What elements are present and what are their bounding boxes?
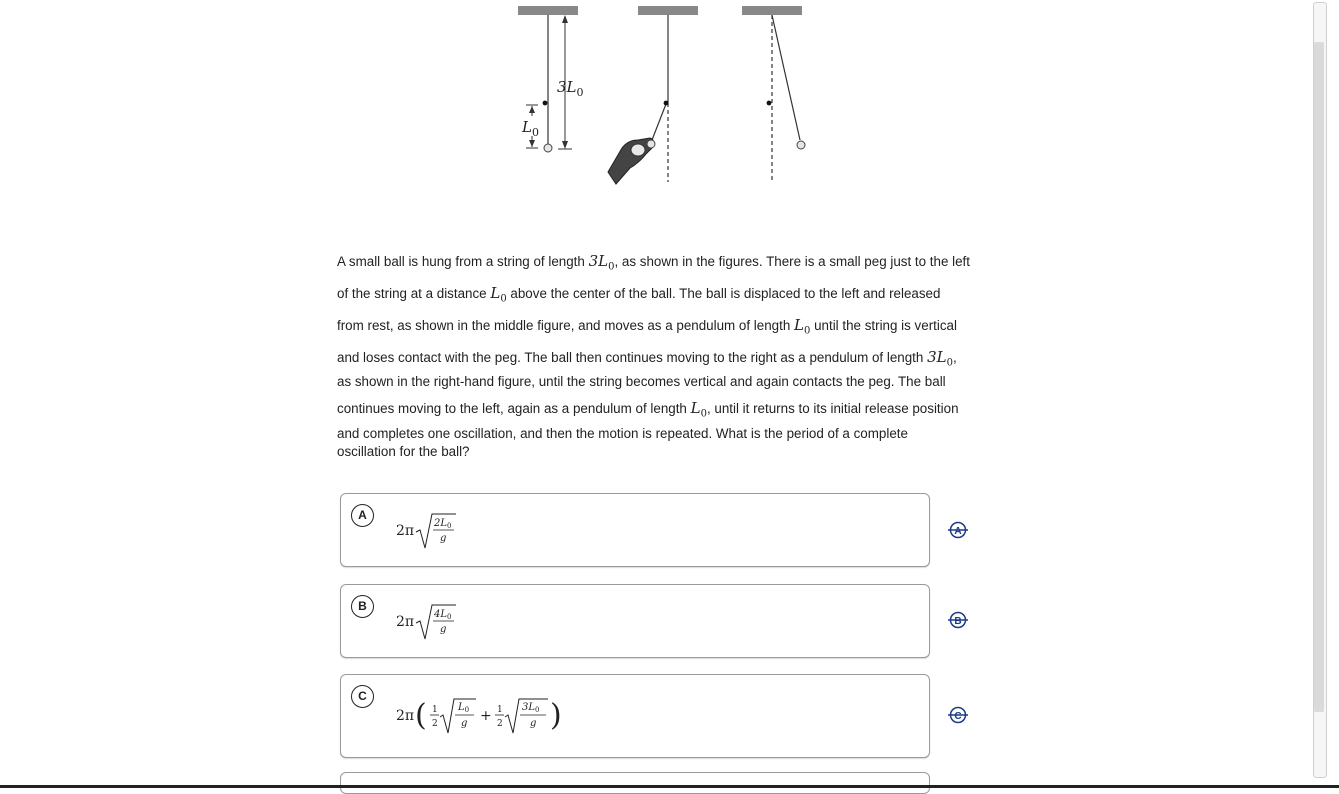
question-line-4: and loses contact with the peg. The ball then continues moving to the right as a pendulum of length $3L_0$, [337, 348, 957, 369]
choice-a-expression [396, 510, 516, 554]
pendulum-figure [500, 0, 830, 200]
choice-letter-a: A [351, 504, 374, 527]
eliminate-c-button[interactable] [947, 704, 969, 726]
eliminate-b-button[interactable] [947, 609, 969, 631]
question-line-1: A small ball is hung from a string of length $3L_0$, as shown in the figures. There is a small peg just to the left [337, 252, 971, 273]
svg-text:2π: 2π [396, 708, 415, 724]
svg-text:g: g [440, 533, 447, 544]
label-3L0: $3L_0$ [557, 78, 584, 99]
ball-2 [647, 140, 655, 148]
ceiling-bar-2 [638, 6, 698, 15]
choice-c-expression [396, 693, 586, 743]
ceiling-bar-3 [742, 6, 802, 15]
svg-text:1: 1 [497, 705, 503, 715]
answer-choice-a[interactable] [340, 493, 930, 567]
svg-text:(: ( [415, 698, 427, 733]
peg-3 [767, 101, 772, 106]
eliminate-a-button[interactable] [947, 519, 969, 541]
svg-text:g: g [440, 624, 447, 635]
ball-3 [797, 141, 805, 149]
choice-b-expression [396, 601, 516, 645]
peg-2 [664, 101, 669, 106]
question-line-5: as shown in the right-hand figure, until the string becomes vertical and again contacts the peg. The ball [337, 374, 946, 389]
svg-text:2π: 2π [396, 614, 415, 630]
svg-text:): ) [550, 698, 562, 733]
svg-text:2L0: $2L_0$ [434, 518, 452, 530]
string-3 [772, 15, 800, 140]
svg-text:L0: $L_0$ [458, 702, 470, 714]
svg-text:1: 1 [432, 705, 438, 715]
answer-choice-d-partial[interactable] [340, 772, 930, 794]
svg-text:C: C [954, 711, 962, 722]
choice-letter-b: B [351, 595, 374, 618]
svg-text:2: 2 [497, 719, 503, 729]
question-line-2: of the string at a distance $L_0$ above the center of the ball. The ball is displaced to the left and released [337, 284, 941, 305]
choice-letter-c: C [351, 685, 374, 708]
scrollbar-thumb[interactable] [1314, 42, 1324, 712]
ball-1 [544, 144, 552, 152]
svg-text:4L0: $4L_0$ [434, 609, 452, 621]
svg-text:g: g [530, 718, 537, 729]
question-line-8: oscillation for the ball? [337, 444, 470, 459]
answer-choice-b[interactable] [340, 584, 930, 658]
question-line-3: from rest, as shown in the middle figure, and moves as a pendulum of length $L_0$ until the string is vertical [337, 316, 957, 337]
svg-text:+: + [480, 708, 492, 724]
svg-text:B: B [954, 616, 962, 627]
svg-text:A: A [954, 526, 962, 537]
question-line-7: and completes one oscillation, and then the motion is repeated. What is the period of a complete [337, 426, 908, 441]
peg-1 [543, 101, 548, 106]
ceiling-bar-1 [518, 6, 578, 15]
svg-text:2π: 2π [396, 523, 415, 539]
svg-text:3L0: $3L_0$ [522, 702, 540, 714]
svg-text:g: g [461, 718, 468, 729]
svg-text:2: 2 [432, 719, 438, 729]
question-line-6: continues moving to the left, again as a pendulum of length $L_0$, until it returns to its initial release position [337, 399, 959, 420]
label-L0: $L_0$ [522, 118, 539, 139]
answer-choice-c[interactable] [340, 674, 930, 758]
